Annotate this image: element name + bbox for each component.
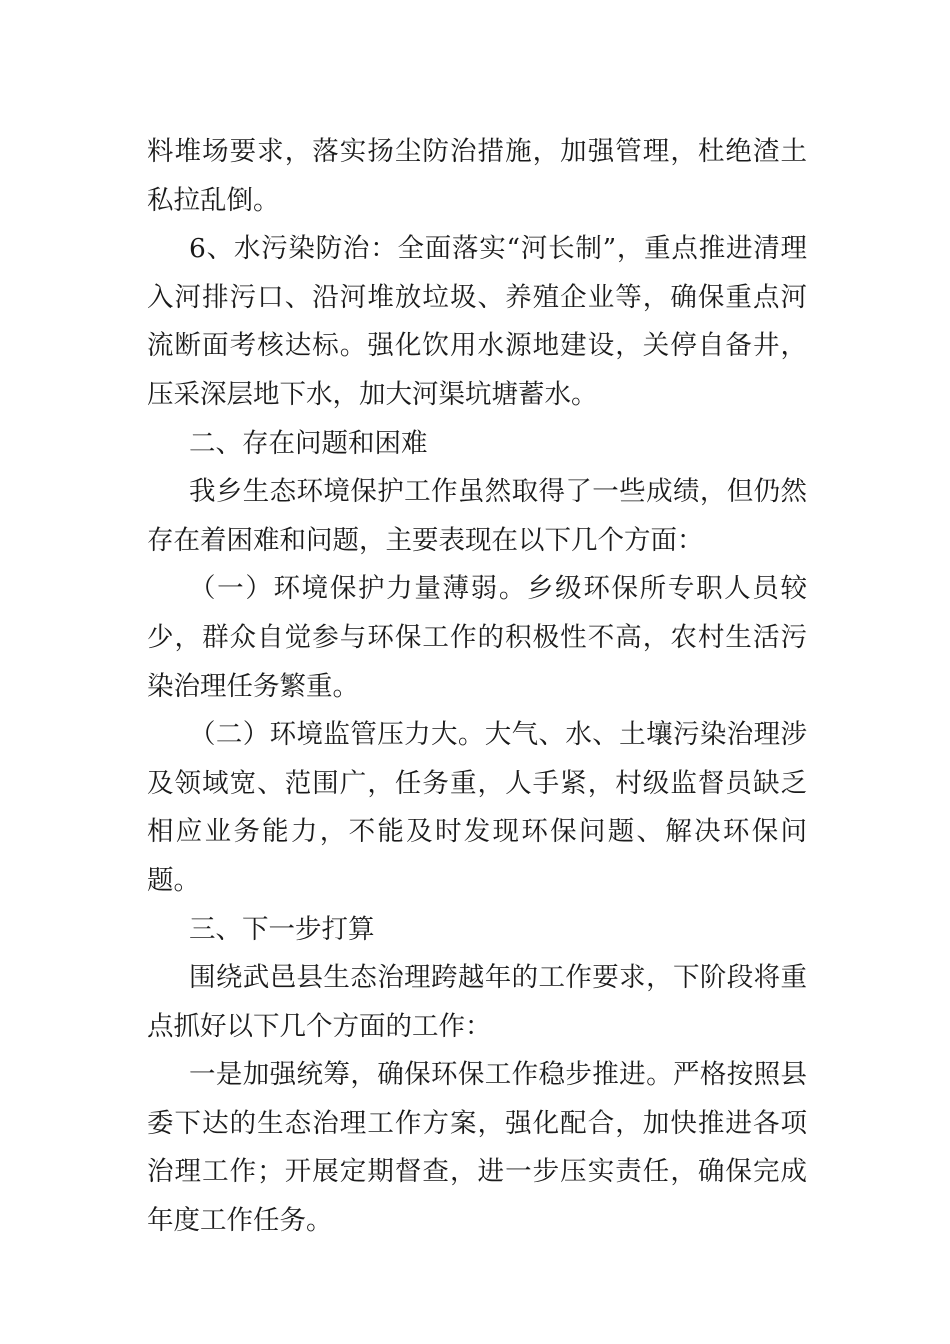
paragraph-problem-2: （二）环境监管压力大。大气、水、土壤污染治理涉及领域宽、范围广，任务重，人手紧，村级监督员缺乏相应业务能力，不能及时发现环保问题、解决环保问题。 <box>147 719 807 896</box>
paragraph-next-steps-intro: 围绕武邑县生态治理跨越年的工作要求，下阶段将重点抓好以下几个方面的工作： <box>147 962 807 1042</box>
paragraph-problems-intro: 我乡生态环境保护工作虽然取得了一些成绩，但仍然存在着困难和问题，主要表现在以下几个方面： <box>147 476 807 556</box>
paragraph-problem-1: （一）环境保护力量薄弱。乡级环保所专职人员较少，群众自觉参与环保工作的积极性不高，农村生活污染治理任务繁重。 <box>147 573 807 702</box>
paragraph-dust-control-continued: 料堆场要求，落实扬尘防治措施，加强管理，杜绝渣土私拉乱倒。 <box>147 136 807 216</box>
section-heading-problems: 二、存在问题和困难 <box>189 427 428 459</box>
section-heading-next-steps: 三、下一步打算 <box>189 913 375 945</box>
paragraph-water-pollution-control: 6、水污染防治：全面落实“河长制”，重点推进清理入河排污口、沿河堆放垃圾、养殖企业等，确保重点河流断面考核达标。强化饮用水源地建设，关停自备井，压采深层地下水，加大河渠坑塘蓄水。 <box>147 233 807 410</box>
document-body <box>147 128 807 1246</box>
paragraph-next-step-1: 一是加强统筹，确保环保工作稳步推进。严格按照县委下达的生态治理工作方案，强化配合，加快推进各项治理工作；开展定期督查，进一步压实责任，确保完成年度工作任务。 <box>147 1059 807 1237</box>
